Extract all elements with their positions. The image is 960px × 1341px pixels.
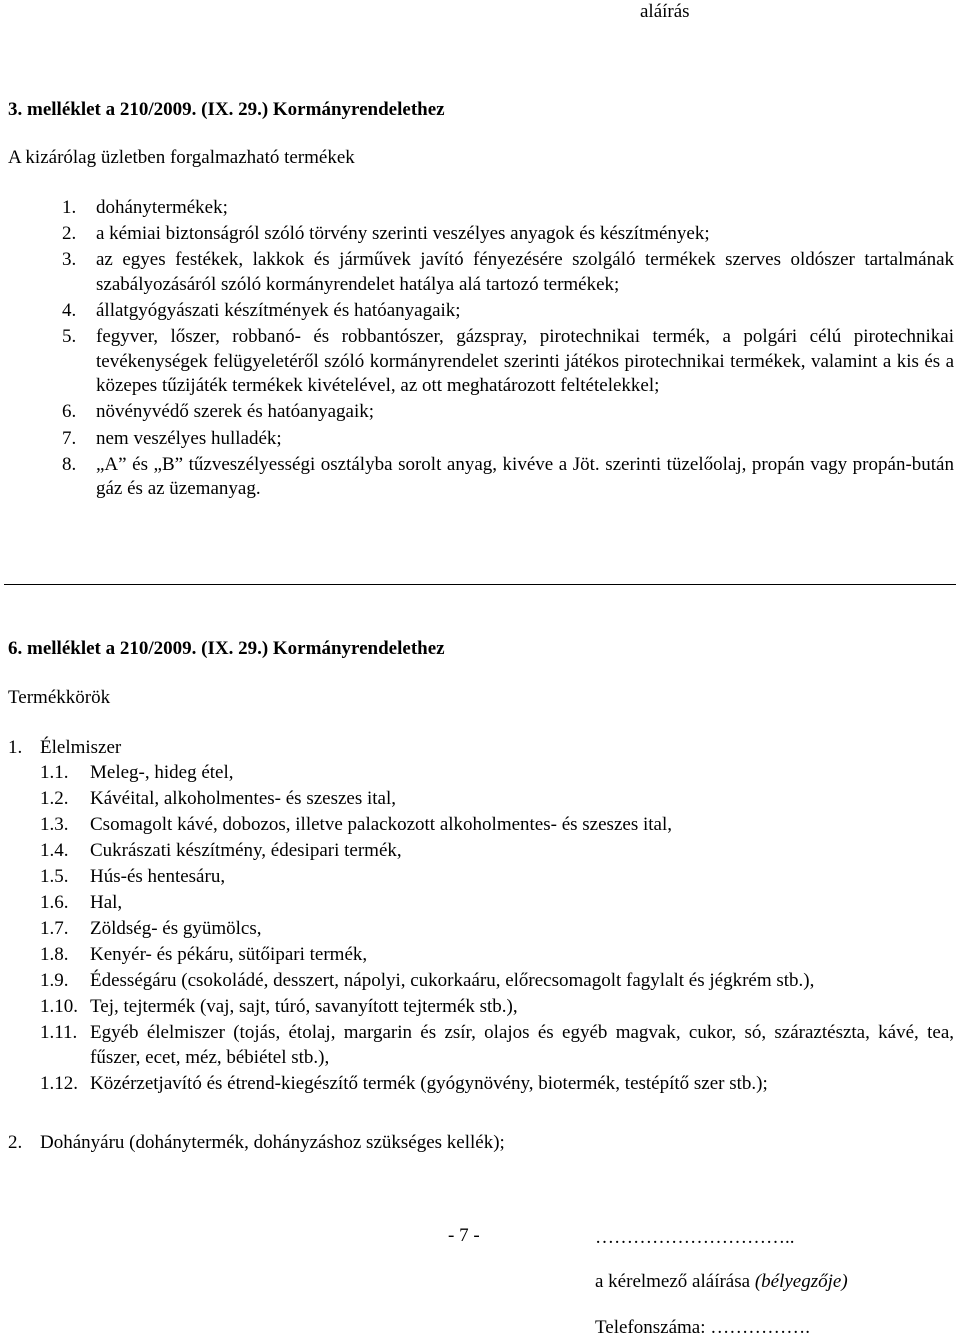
list-item xyxy=(8,325,954,399)
applicant-stamp-text: (bélyegzője) xyxy=(754,1271,848,1292)
subitem-number: 1.10. xyxy=(40,996,78,1017)
list-item xyxy=(40,891,954,916)
section-divider xyxy=(4,584,956,585)
list-item-text: az egyes festékek, lakkok és járművek javító fényezésére szolgáló termékek szerves oldószer tartalmának szabályozásáról szóló kormányrendelet hatálya alá tartozó termékek; xyxy=(96,249,954,295)
subitem-number: 1.12. xyxy=(40,1072,78,1094)
list-item-text: dohánytermékek; xyxy=(96,197,228,218)
list-item-number: 5. xyxy=(62,326,77,348)
category-number: 2. xyxy=(8,1132,23,1153)
annex6-subtitle: Termékkörök xyxy=(8,687,111,708)
annex3-subtitle: A kizárólag üzletben forgalmazható termékek xyxy=(8,147,355,168)
list-item xyxy=(40,943,954,968)
list-item xyxy=(40,1072,954,1097)
subitem-text: Hal, xyxy=(90,892,123,913)
list-item-text: nem veszélyes hulladék; xyxy=(96,427,282,449)
list-item xyxy=(8,299,954,324)
signature-dots: ………………………….. xyxy=(595,1227,795,1248)
subitem-number: 1.4. xyxy=(40,840,69,861)
list-item xyxy=(8,222,954,247)
page-number: - 7 - xyxy=(448,1225,480,1246)
list-item-text: a kémiai biztonságról szóló törvény szerinti veszélyes anyagok és készítmények; xyxy=(96,223,710,245)
list-item-text: állatgyógyászati készítmények és hatóanyagaik; xyxy=(96,300,461,322)
list-item xyxy=(40,839,954,864)
category-label: Dohányáru (dohánytermék, dohányzáshoz szükséges kellék); xyxy=(40,1132,505,1153)
category-tobacco xyxy=(8,1131,505,1156)
list-item-number: 3. xyxy=(62,249,77,271)
list-item-text: növényvédő szerek és hatóanyagaik; xyxy=(96,401,375,423)
subitem-text: Édességáru (csokoládé, desszert, nápolyi, cukorkaáru, előrecsomagolt fagylalt és jégkrém stb.), xyxy=(90,970,815,991)
subitem-text: Cukrászati készítmény, édesipari termék, xyxy=(90,840,402,861)
list-item xyxy=(40,969,954,994)
list-item xyxy=(8,453,954,502)
list-item xyxy=(8,248,954,297)
subitem-text: Csomagolt kávé, dobozos, illetve palackozott alkoholmentes- és szeszes ital, xyxy=(90,814,672,835)
subitem-number: 1.3. xyxy=(40,814,69,835)
list-item-number: 4. xyxy=(62,300,77,322)
list-item xyxy=(40,787,954,812)
subitem-number: 1.5. xyxy=(40,866,69,887)
subitem-text: Zöldség- és gyümölcs, xyxy=(90,918,262,939)
list-item xyxy=(40,813,954,838)
list-item xyxy=(40,865,954,890)
list-item xyxy=(40,995,954,1020)
subitem-text: Hús-és hentesáru, xyxy=(90,866,226,887)
subitem-number: 1.7. xyxy=(40,918,69,939)
list-item-number: 8. xyxy=(62,453,77,475)
category-label: Élelmiszer xyxy=(40,737,122,758)
subitem-text: Kávéital, alkoholmentes- és szeszes ital, xyxy=(90,788,397,809)
category-food xyxy=(8,736,121,761)
applicant-signature-text: a kérelmező aláírása xyxy=(595,1271,755,1292)
list-item-number: 1. xyxy=(62,197,77,218)
subitem-text: Meleg-, hideg étel, xyxy=(90,762,234,783)
list-item xyxy=(40,917,954,942)
list-item-number: 7. xyxy=(62,427,77,449)
annex3-heading: 3. melléklet a 210/2009. (IX. 29.) Kormányrendelethez xyxy=(8,99,445,120)
subitem-number: 1.1. xyxy=(40,762,69,783)
list-item xyxy=(40,1021,954,1070)
list-item xyxy=(8,400,954,425)
subitem-number: 1.8. xyxy=(40,944,69,965)
list-item xyxy=(8,427,954,452)
subitem-text: Kenyér- és pékáru, sütőipari termék, xyxy=(90,944,368,965)
subitem-text: Közérzetjavító és étrend-kiegészítő termék (gyógynövény, biotermék, testépítő szer stb.); xyxy=(90,1072,768,1094)
list-item-text: „A” és „B” tűzveszélyességi osztályba sorolt anyag, kivéve a Jöt. szerinti tüzelőolaj, propán vagy propán-bután gáz és az üzemanyag. xyxy=(96,453,954,500)
list-item-text: fegyver, lőszer, robbanó- és robbantószer, gázspray, pirotechnikai termék, a polgári célú pirotechnikai tevékenységek felügyeletéről szóló kormányrendelet szerinti játékos pirotechnikai termékek, valamint a kis és a közepes tűzijáték termékek kivételével, az ott meghatározott feltételekkel; xyxy=(96,326,954,397)
list-item xyxy=(8,196,954,221)
list-item-number: 6. xyxy=(62,401,77,423)
subitem-text: Tej, tejtermék (vaj, sajt, túró, savanyított tejtermék stb.), xyxy=(90,996,518,1017)
signature-label: aláírás xyxy=(640,1,690,22)
list-item xyxy=(40,761,954,786)
subitem-number: 1.9. xyxy=(40,970,69,991)
phone-label: Telefonszáma: ……………. xyxy=(595,1317,811,1338)
annex3-list xyxy=(8,196,954,504)
subitem-number: 1.11. xyxy=(40,1022,78,1043)
annex6-heading: 6. melléklet a 210/2009. (IX. 29.) Kormányrendelethez xyxy=(8,638,445,659)
subitem-number: 1.2. xyxy=(40,788,69,809)
list-item-number: 2. xyxy=(62,223,77,245)
category-number: 1. xyxy=(8,737,23,758)
food-subitems xyxy=(40,761,954,1098)
subitem-number: 1.6. xyxy=(40,892,69,913)
applicant-signature-label xyxy=(595,1270,848,1295)
subitem-text: Egyéb élelmiszer (tojás, étolaj, margarin és zsír, olajos és egyéb magvak, cukor, só, száraztészta, kávé, tea, fűszer, ecet, méz, bébiétel stb.), xyxy=(90,1022,954,1068)
